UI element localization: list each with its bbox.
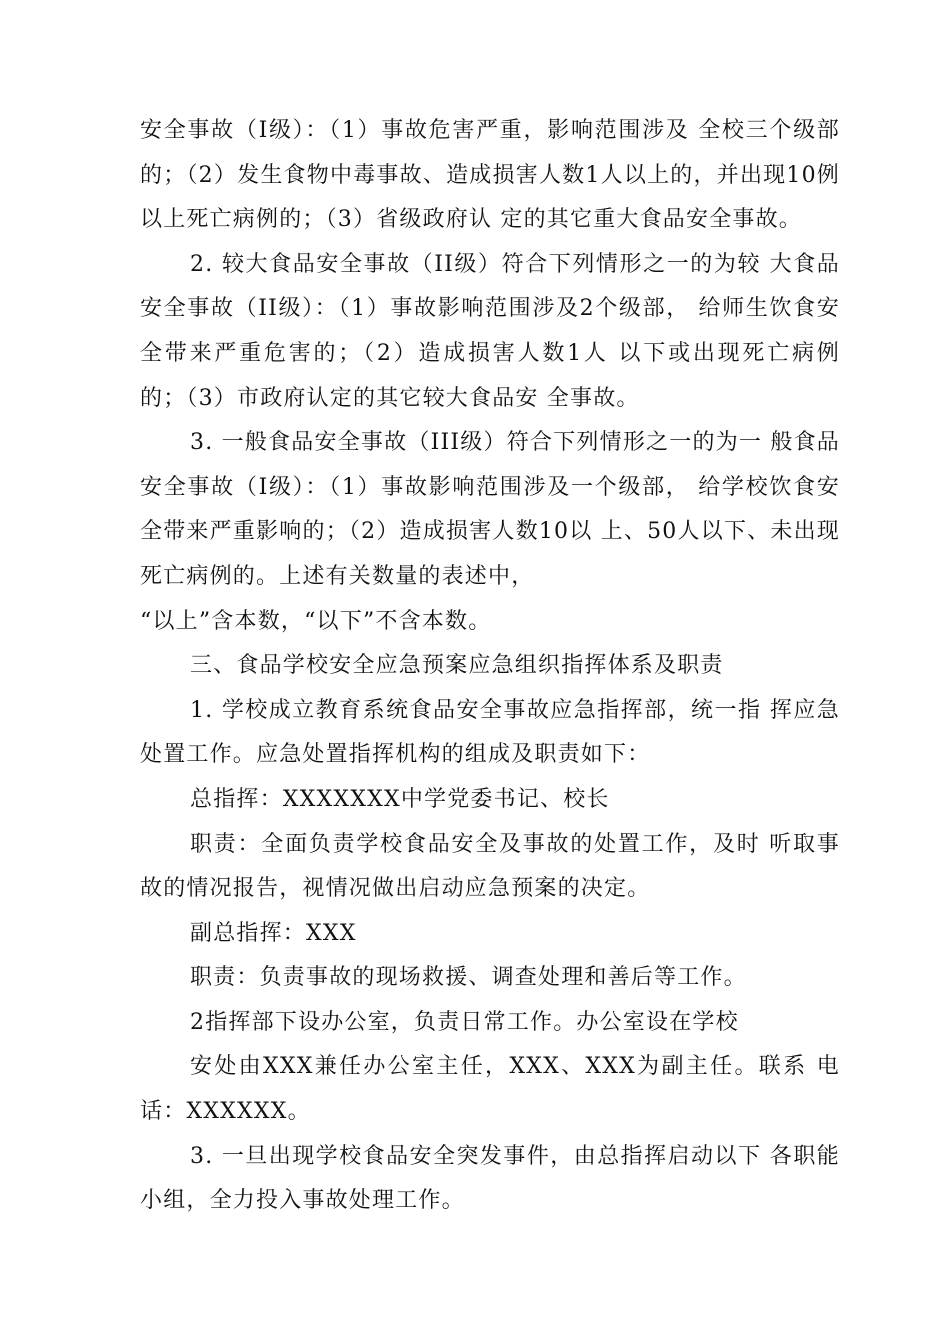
paragraph-major-accident-definition: 安全事故（I级）：（1）事故危害严重，影响范围涉及 全校三个级部的；（2）发生食物中毒事故、造成损害人数1人以上的，并出现10例以上死亡病例的；（3）省级政府认 定的其它重大食品安全事故。 (140, 118, 840, 233)
document-body (140, 109, 840, 1224)
paragraph-level-2-accident: 2. 较大食品安全事故（II级）符合下列情形之一的为较 大食品安全事故（II级）：（1）事故影响范围涉及2个级部， 给师生饮食安全带来严重危害的；（2）造成损害人数1人 以下或出现死亡病例的；（3）市政府认定的其它较大食品安 全事故。 (140, 251, 840, 411)
paragraph-chief-commander: 总指挥：XXXXXXX中学党委书记、校长 (190, 786, 610, 812)
paragraph-office-contacts: 安处由XXX兼任办公室主任，XXX、XXX为副主任。联系 电话：XXXXXX。 (140, 1054, 840, 1125)
paragraph-command-headquarters: 1. 学校成立教育系统食品安全事故应急指挥部，统一指 挥应急处置工作。应急处置指挥机构的组成及职责如下： (140, 697, 840, 768)
paragraph-chief-duties: 职责：全面负责学校食品安全及事故的处置工作，及时 听取事故的情况报告，视情况做出启动应急预案的决定。 (140, 831, 840, 902)
paragraph-deputy-commander: 副总指挥：XXX (190, 920, 357, 946)
paragraph-deputy-duties: 职责：负责事故的现场救援、调查处理和善后等工作。 (190, 965, 747, 991)
paragraph-level-3-accident: 3. 一般食品安全事故（III级）符合下列情形之一的为一 般食品安全事故（I级）：（1）事故影响范围涉及一个级部， 给学校饮食安全带来严重影响的；（2）造成损害人数10以 上、50人以下、未出现死亡病例的。上述有关数量的表述中， (140, 430, 840, 589)
paragraph-office-setup: 2指挥部下设办公室，负责日常工作。办公室设在学校 (190, 1009, 739, 1035)
paragraph-quantity-note: “以上”含本数，“以下”不含本数。 (140, 608, 492, 634)
paragraph-emergency-groups: 3. 一旦出现学校食品安全突发事件，由总指挥启动以下 各职能小组，全力投入事故处理工作。 (140, 1143, 840, 1214)
section-heading-command-system: 三、食品学校安全应急预案应急组织指挥体系及职责 (190, 653, 724, 679)
